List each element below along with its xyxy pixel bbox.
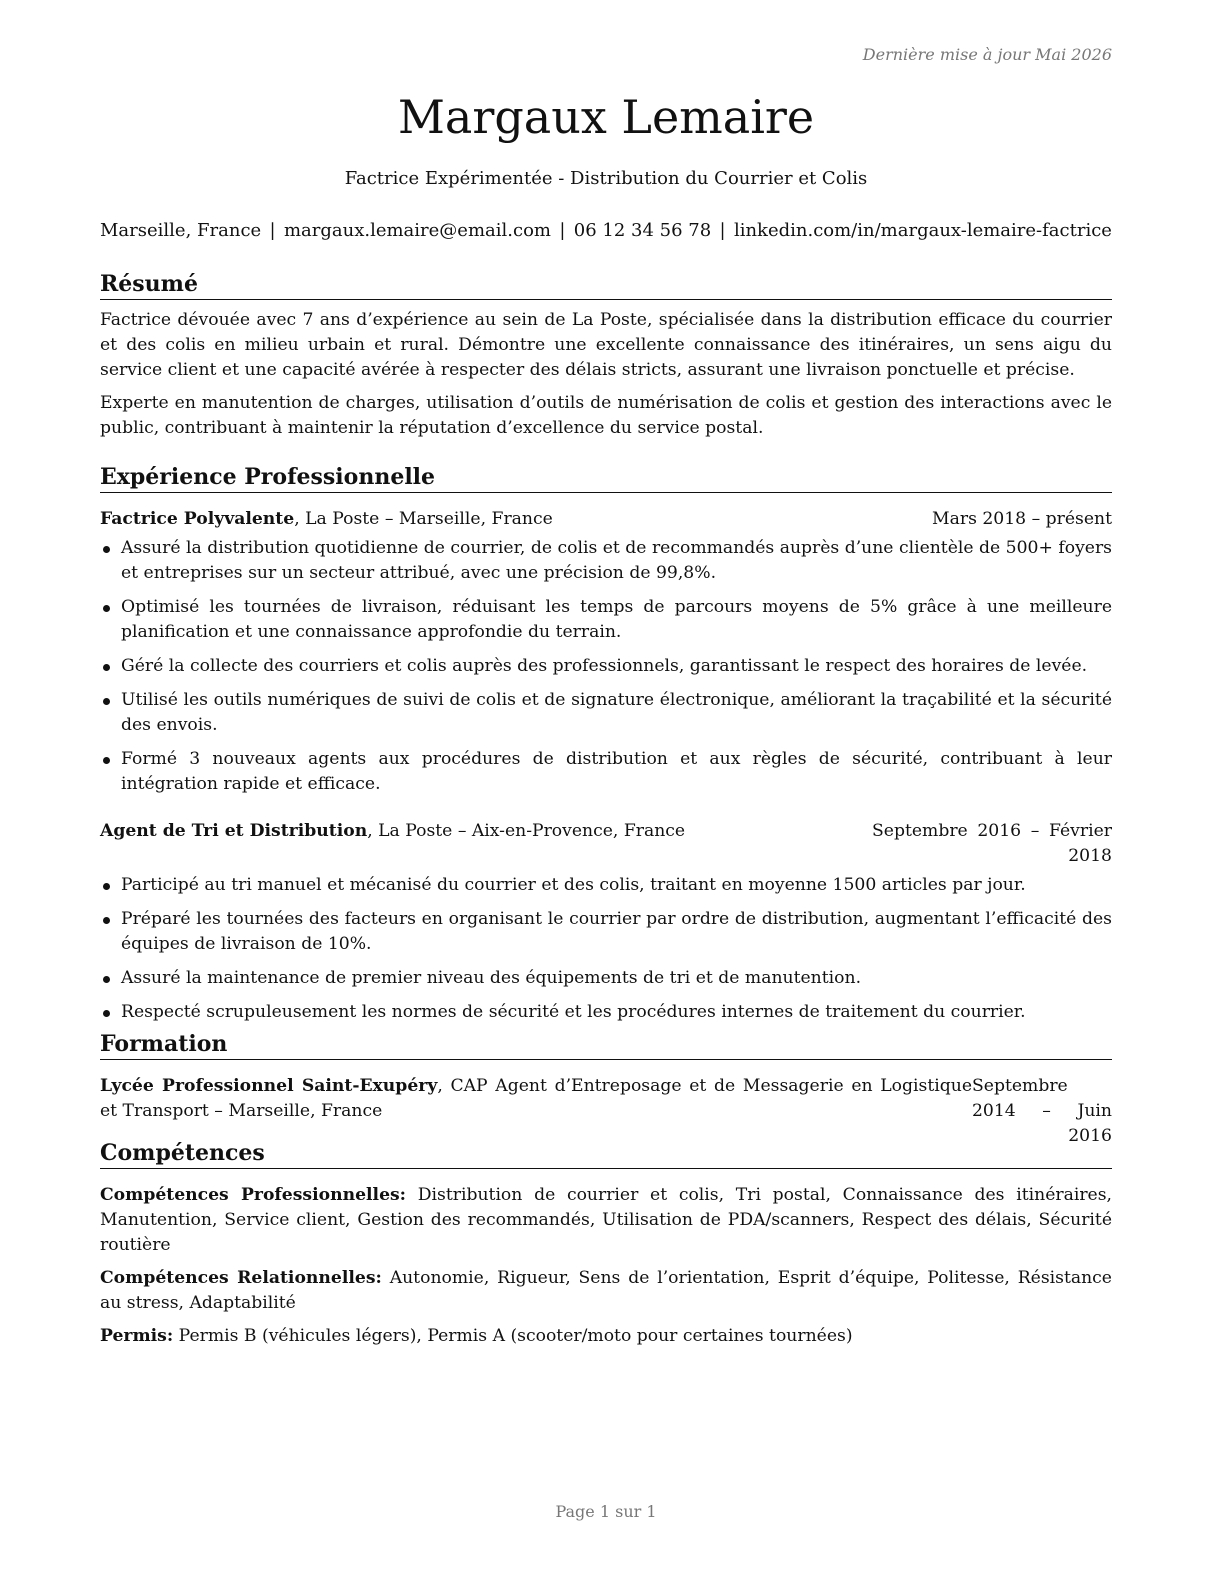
bullet-icon [103, 1010, 110, 1017]
section-title-summary: Résumé [100, 270, 1112, 300]
contact-separator: | [719, 220, 726, 241]
list-item [100, 907, 1112, 957]
summary-paragraph: Factrice dévouée avec 7 ans d’expérience au sein de La Poste, spécialisée dans la distribution efficace du courrier et des colis en milieu urbain et rural. Démontre une excellente connaissance des itinéraires, un sens aigu du service client et une capacité avérée à respecter des délais stricts, assurant une livraison ponctuelle et précise. [100, 310, 1112, 380]
contact-line [100, 219, 1112, 243]
skill-group [100, 1183, 1112, 1258]
skill-text: Distribution de courrier et colis, Tri postal, Connaissance des itinéraires, Manutention, Service client, Gestion des recommandés, Utilisation de PDA/scanners, Respect des délais, Sécurité routière [100, 1185, 1112, 1255]
job-title-line [100, 819, 685, 844]
list-item [100, 747, 1112, 797]
bullet-text: Utilisé les outils numériques de suivi de colis et de signature électronique, améliorant la traçabilité et la sécurité des envois. [121, 690, 1112, 735]
section-title-skills: Compétences [100, 1139, 1112, 1169]
bullet-icon [103, 917, 110, 924]
job-role: Factrice Polyvalente [100, 509, 295, 529]
education-dates: Septembre 2014 – Juin 2016 [972, 1076, 1112, 1146]
resume-page [100, 0, 1112, 1584]
contact-separator: | [269, 220, 276, 241]
bullet-text: Assuré la maintenance de premier niveau des équipements de tri et de manutention. [121, 968, 862, 988]
skills-section [100, 1139, 1112, 1349]
summary-paragraph: Experte en manutention de charges, utilisation d’outils de numérisation de colis et gestion des interactions avec le public, contribuant à maintenir la réputation d’excellence du service postal. [100, 393, 1112, 438]
job-title-line [100, 507, 553, 532]
job-header [100, 819, 1112, 869]
bullet-text: Participé au tri manuel et mécanisé du courrier et des colis, traitant en moyenne 1500 articles par jour. [121, 875, 1026, 895]
job-dates: Septembre 2016 – Février 2018 [872, 821, 1112, 866]
education-details: , CAP Agent d’Entreposage et de Messagerie en Logistique et Transport – Marseille, France [100, 1076, 972, 1121]
bullet-text: Formé 3 nouveaux agents aux procédures de distribution et aux règles de sécurité, contribuant à leur intégration rapide et efficace. [121, 749, 1112, 794]
job-header [100, 507, 1112, 532]
bullet-icon [103, 605, 110, 612]
list-item [100, 1000, 1112, 1025]
skill-text: Permis B (véhicules légers), Permis A (scooter/moto pour certaines tournées) [173, 1326, 853, 1346]
bullet-text: Assuré la distribution quotidienne de courrier, de colis et de recommandés auprès d’une clientèle de 500+ foyers et entreprises sur un secteur attribué, avec une précision de 99,8%. [121, 538, 1112, 583]
skill-group [100, 1324, 1112, 1349]
bullet-text: Respecté scrupuleusement les normes de sécurité et les procédures internes de traitement du courrier. [121, 1002, 1026, 1022]
education-school: Lycée Professionnel Saint-Exupéry [100, 1076, 438, 1096]
list-item [100, 966, 1112, 991]
list-item [100, 654, 1112, 679]
education-description [100, 1074, 972, 1124]
contact-phone: 06 12 34 56 78 [573, 220, 712, 241]
bullet-icon [103, 664, 110, 671]
skill-label: Compétences Professionnelles: [100, 1185, 407, 1205]
skill-text: Autonomie, Rigueur, Sens de l’orientation, Esprit d’équipe, Politesse, Résistance au stress, Adaptabilité [100, 1268, 1112, 1313]
contact-separator: | [559, 220, 566, 241]
bullet-icon [103, 976, 110, 983]
skill-group [100, 1266, 1112, 1316]
summary-section [100, 270, 1112, 441]
bullet-icon [103, 546, 110, 553]
bullet-icon [103, 883, 110, 890]
job-bullets [100, 536, 1112, 797]
skill-label: Permis: [100, 1326, 174, 1346]
bullet-icon [103, 698, 110, 705]
contact-linkedin[interactable]: linkedin.com/in/margaux-lemaire-factrice [733, 220, 1112, 241]
section-title-education: Formation [100, 1030, 1112, 1060]
last-updated: Dernière mise à jour Mai 2026 [862, 45, 1112, 64]
job-role: Agent de Tri et Distribution [100, 821, 368, 841]
job-dates: Mars 2018 – présent [932, 509, 1112, 529]
job-employer: , La Poste – Aix-en-Provence, France [367, 821, 686, 841]
contact-email[interactable]: margaux.lemaire@email.com [283, 220, 551, 241]
job-employer: , La Poste – Marseille, France [294, 509, 553, 529]
list-item [100, 595, 1112, 645]
education-entry [100, 1074, 1112, 1149]
page-number: Page 1 sur 1 [555, 1502, 657, 1521]
section-title-experience: Expérience Professionnelle [100, 463, 1112, 493]
list-item [100, 873, 1112, 898]
list-item [100, 536, 1112, 586]
education-section [100, 1030, 1112, 1149]
candidate-name: Margaux Lemaire [397, 90, 815, 144]
skill-label: Compétences Relationnelles: [100, 1268, 382, 1288]
bullet-text: Géré la collecte des courriers et colis auprès des professionnels, garantissant le respect des horaires de levée. [121, 656, 1088, 676]
bullet-icon [103, 757, 110, 764]
experience-section [100, 463, 1112, 1034]
candidate-headline: Factrice Expérimentée - Distribution du Courrier et Colis [344, 168, 868, 189]
bullet-text: Optimisé les tournées de livraison, réduisant les temps de parcours moyens de 5% grâce à une meilleure planification et une connaissance approfondie du terrain. [121, 597, 1112, 642]
list-item [100, 688, 1112, 738]
job-bullets [100, 873, 1112, 1025]
bullet-text: Préparé les tournées des facteurs en organisant le courrier par ordre de distribution, augmentant l’efficacité des équipes de livraison de 10%. [121, 909, 1112, 954]
contact-location: Marseille, France [100, 220, 262, 241]
